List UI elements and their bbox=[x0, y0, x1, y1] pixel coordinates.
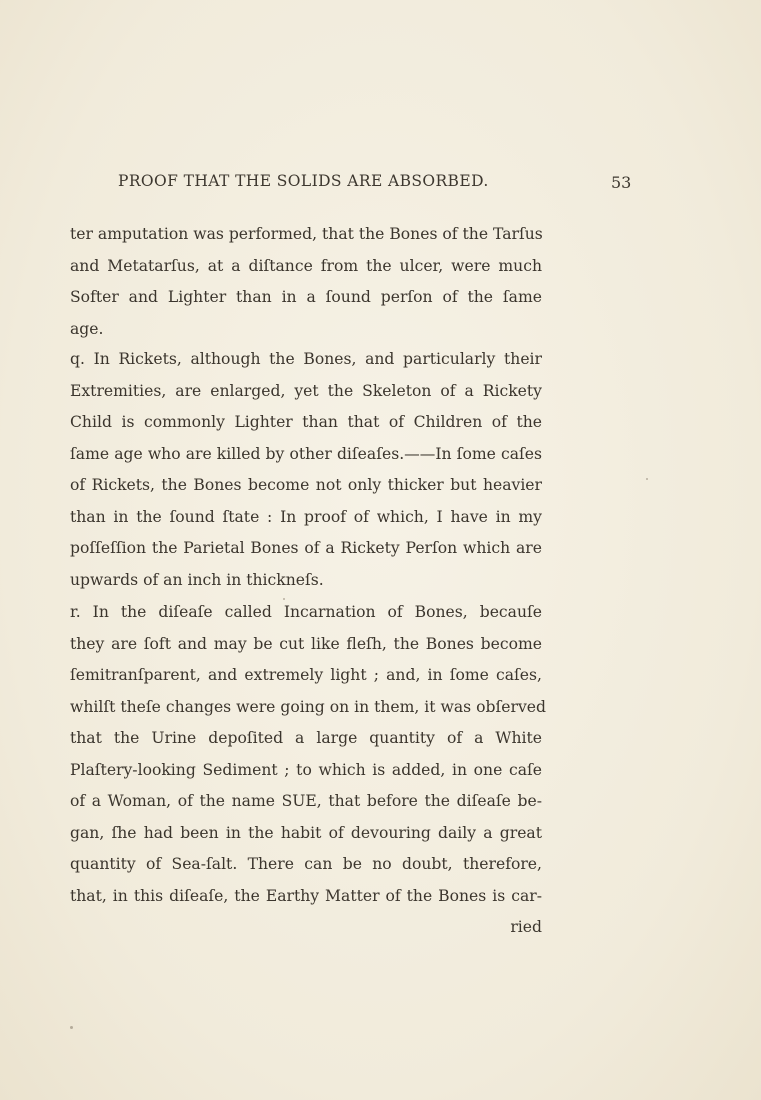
text-line: Child is commonly Lighter than that of Children of the bbox=[70, 413, 542, 431]
text-line: ſemitranſparent, and extremely light ; and, in ſome caſes, bbox=[70, 666, 542, 684]
paper-speck bbox=[646, 478, 648, 480]
text-line: quantity of Sea-ſalt. There can be no doubt, therefore, bbox=[70, 855, 542, 873]
text-line: than in the ſound ſtate : In proof of which, I have in my bbox=[70, 507, 542, 526]
text-line: of Rickets, the Bones become not only thicker but heavier bbox=[70, 476, 542, 494]
paragraph-r-incarnation bbox=[70, 597, 546, 944]
text-line: and Metatarſus, at a diſtance from the ulcer, were much bbox=[70, 256, 542, 275]
text-line: that, in this diſeaſe, the Earthy Matter of the Bones is car- bbox=[70, 886, 542, 905]
text-line: ſame age who are killed by other diſeaſes.——In ſome caſes bbox=[70, 444, 542, 463]
text-line: r. In the diſeaſe called Incarnation of Bones, becauſe bbox=[70, 603, 542, 621]
text-line: they are ſoft and may be cut like fleſh, the Bones become bbox=[70, 634, 542, 653]
text-line: that the Urine depoſited a large quantity of a White bbox=[70, 729, 542, 747]
text-line: of a Woman, of the name SUE, that before the diſeaſe be- bbox=[70, 792, 542, 810]
paper-speck bbox=[70, 1026, 73, 1029]
text-line: q. In Rickets, although the Bones, and particularly their bbox=[70, 350, 542, 368]
paragraph-1 bbox=[70, 219, 542, 345]
text-line: age. bbox=[70, 319, 104, 338]
text-line: poſſeſſion the Parietal Bones of a Rickety Perſon which are bbox=[70, 539, 542, 557]
paper-speck bbox=[283, 598, 285, 600]
text-line: whilſt theſe changes were going on in them, it was obſerved bbox=[70, 697, 546, 716]
text-line: Plaſtery-looking Sediment ; to which is added, in one caſe bbox=[70, 760, 542, 779]
text-line: ter amputation was performed, that the Bones of the Tarſus bbox=[70, 225, 543, 243]
text-line: Extremities, are enlarged, yet the Skeleton of a Rickety bbox=[70, 381, 542, 400]
text-line: gan, ſhe had been in the habit of devouring daily a great bbox=[70, 823, 542, 842]
text-line: upwards of an inch in thickneſs. bbox=[70, 570, 324, 589]
catchword: ried bbox=[510, 918, 542, 936]
text-line: Softer and Lighter than in a ſound perſon of the ſame bbox=[70, 288, 542, 306]
running-header: PROOF THAT THE SOLIDS ARE ABSORBED. bbox=[118, 172, 489, 190]
paragraph-q-rickets bbox=[70, 344, 542, 596]
page-number: 53 bbox=[611, 173, 632, 192]
